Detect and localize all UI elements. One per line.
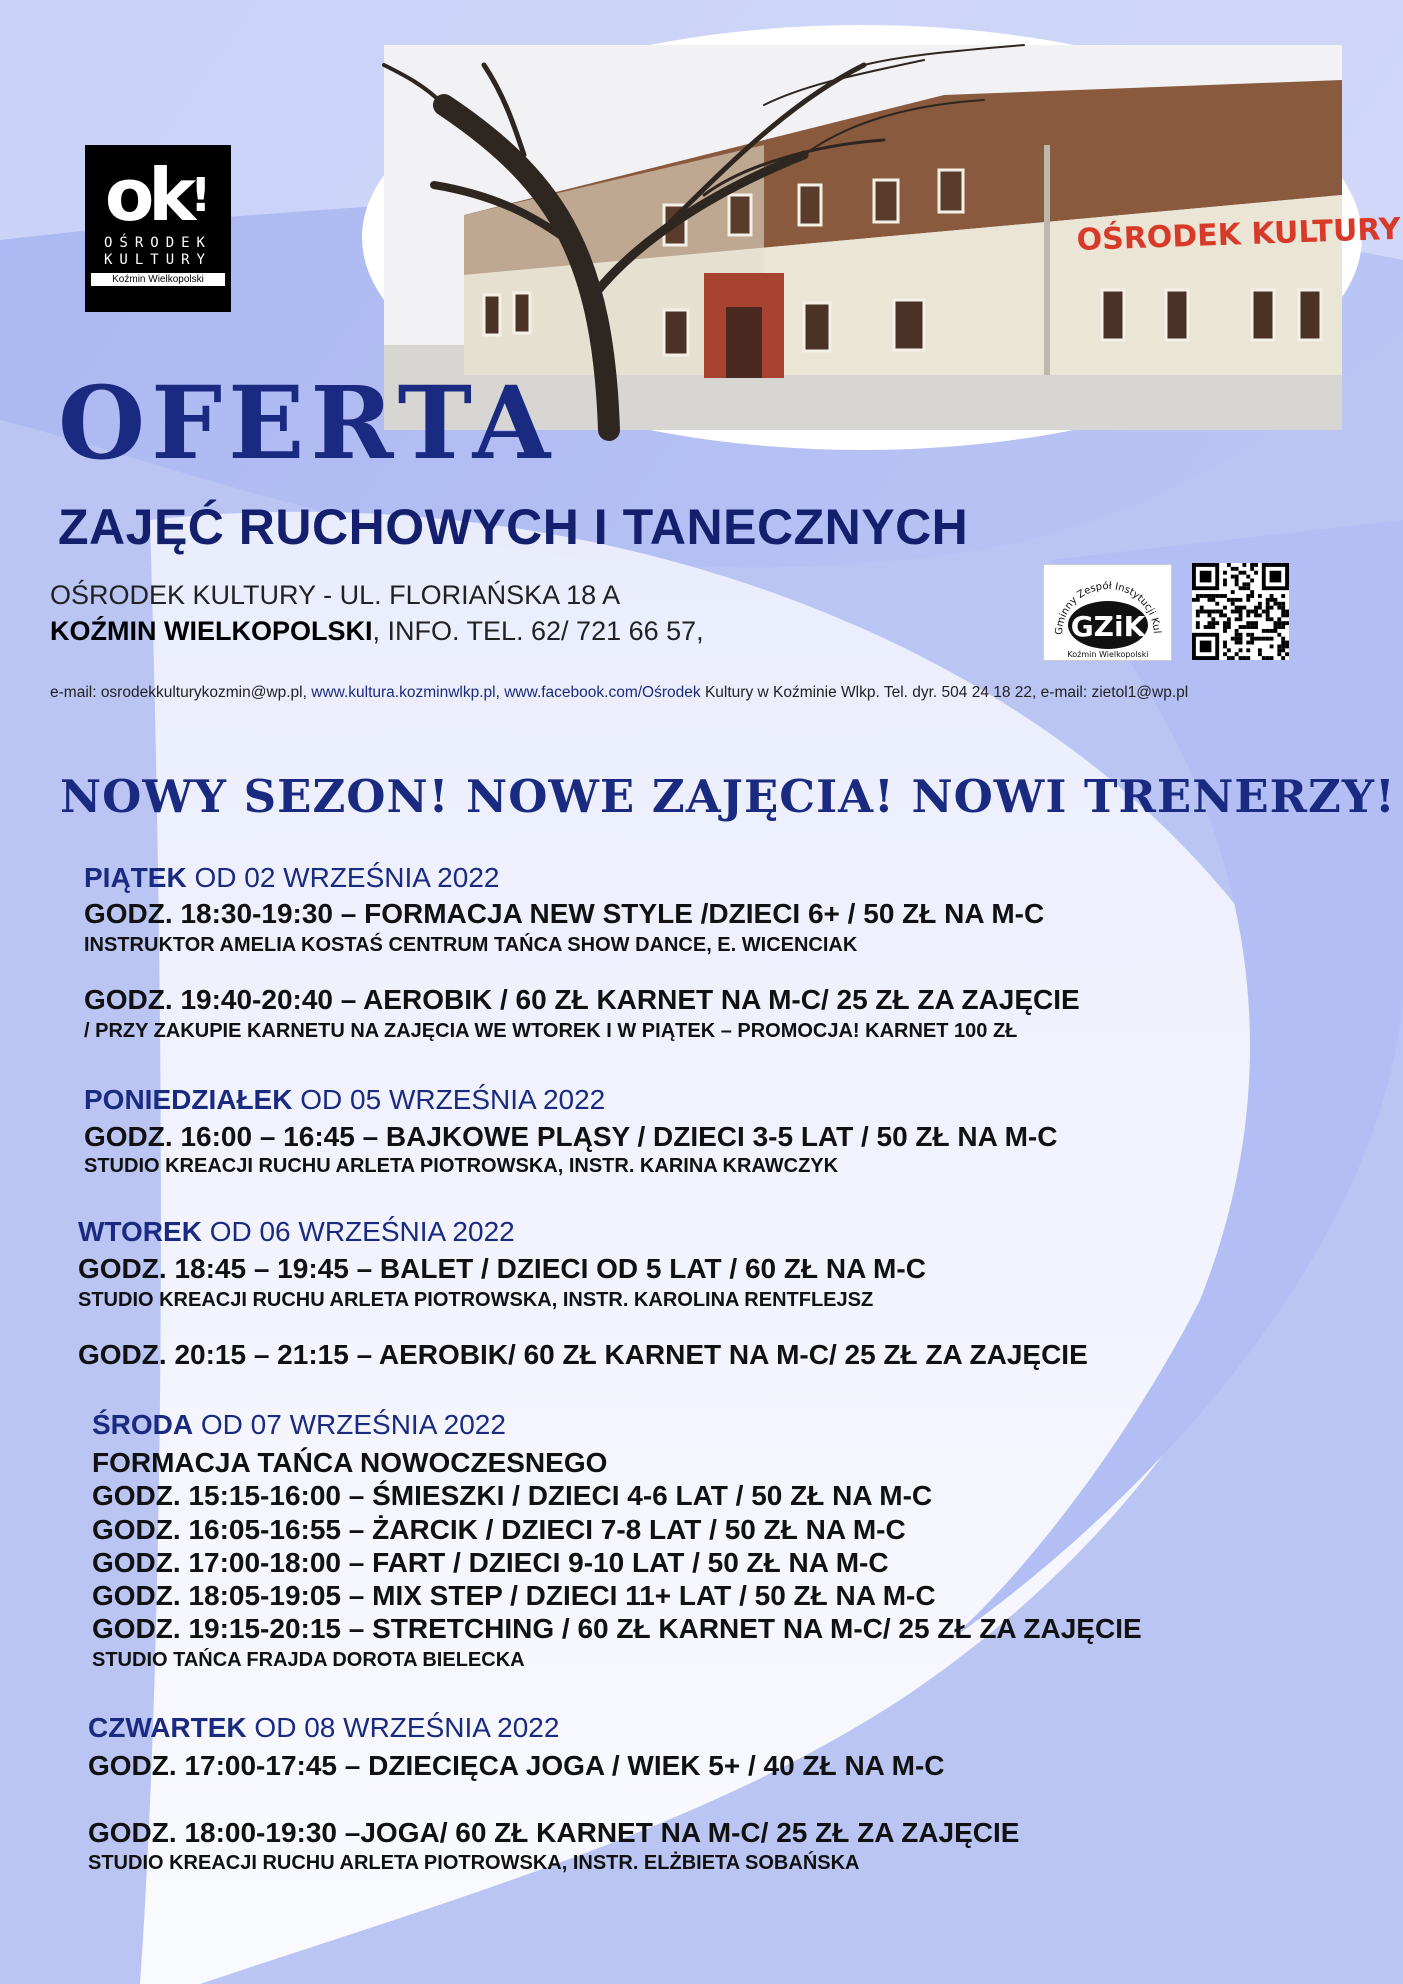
svg-text:Koźmin Wielkopolski: Koźmin Wielkopolski (1067, 650, 1149, 659)
phone-info: , INFO. TEL. 62/ 721 66 57, (372, 616, 704, 646)
schedule-line: GODZ. 18:45 – 19:45 – BALET / DZIECI OD 5 LAT / 60 ZŁ NA M-C (78, 1253, 926, 1284)
schedule-line: GODZ. 18:00-19:30 –JOGA/ 60 ZŁ KARNET NA M-C/ 25 ZŁ ZA ZAJĘCIE (88, 1817, 1020, 1848)
schedule-line: GODZ. 18:05-19:05 – MIX STEP / DZIECI 11+ LAT / 50 ZŁ NA M-C (92, 1580, 936, 1611)
schedule-line: GODZ. 19:15-20:15 – STRETCHING / 60 ZŁ KARNET NA M-C/ 25 ZŁ ZA ZAJĘCIE (92, 1613, 1142, 1644)
schedule-line: GODZ. 20:15 – 21:15 – AEROBIK/ 60 ZŁ KARNET NA M-C/ 25 ZŁ ZA ZAJĘCIE (78, 1339, 1088, 1370)
day-heading-sroda: ŚRODA OD 07 WRZEŚNIA 2022 (92, 1409, 506, 1440)
facebook-link[interactable]: www.facebook.com/Ośrodek (504, 684, 701, 701)
website-link[interactable]: www.kultura.kozminwlkp.pl (311, 684, 496, 701)
schedule-line: GODZ. 18:30-19:30 – FORMACJA NEW STYLE /DZIECI 6+ / 50 ZŁ NA M-C (84, 898, 1045, 929)
day-heading-piatek: PIĄTEK OD 02 WRZEŚNIA 2022 (84, 862, 500, 893)
city-name: KOŹMIN WIELKOPOLSKI (50, 616, 373, 646)
osrodek-kultury-logo: ok! OŚRODEK KULTURY Koźmin Wielkopolski (85, 145, 231, 312)
instructor-line: STUDIO KREACJI RUCHU ARLETA PIOTROWSKA, INSTR. ELŻBIETA SOBAŃSKA (88, 1852, 860, 1874)
instructor-line: STUDIO TAŃCA FRAJDA DOROTA BIELECKA (92, 1649, 525, 1671)
slogan: NOWY SEZON! NOWE ZAJĘCIA! NOWI TRENERZY! (60, 770, 1396, 823)
city-info-line (50, 616, 704, 647)
contact-line: e-mail: osrodekkulturykozmin@wp.pl, www.kultura.kozminwlkp.pl, www.facebook.com/Ośrodek Kultury w Koźminie Wlkp. Tel. dyr. 504 24 18 22, e-mail: zietol1@wp.pl (50, 684, 1189, 701)
day-heading-poniedzialek: PONIEDZIAŁEK OD 05 WRZEŚNIA 2022 (84, 1084, 606, 1115)
svg-text:Gminny Zespół Instytucji Kultu: Gminny Zespół Instytucji Kul (1053, 580, 1162, 636)
group-title: FORMACJA TAŃCA NOWOCZESNEGO (92, 1447, 608, 1478)
svg-text:GZiK: GZiK (1070, 610, 1146, 643)
day-heading-czwartek: CZWARTEK OD 08 WRZEŚNIA 2022 (88, 1712, 560, 1743)
instructor-line: STUDIO KREACJI RUCHU ARLETA PIOTROWSKA, INSTR. KAROLINA RENTFLEJSZ (78, 1289, 874, 1311)
address-line: OŚRODEK KULTURY - UL. FLORIAŃSKA 18 A (50, 580, 621, 610)
schedule-line: GODZ. 19:40-20:40 – AEROBIK / 60 ZŁ KARNET NA M-C/ 25 ZŁ ZA ZAJĘCIE (84, 984, 1080, 1015)
schedule-line: GODZ. 15:15-16:00 – ŚMIESZKI / DZIECI 4-6 LAT / 50 ZŁ NA M-C (92, 1480, 933, 1511)
gzik-logo (1043, 564, 1172, 661)
schedule-line: GODZ. 16:00 – 16:45 – BAJKOWE PLĄSY / DZIECI 3-5 LAT / 50 ZŁ NA M-C (84, 1121, 1058, 1152)
building-sign: OŚRODEK KULTURY (1076, 211, 1402, 258)
schedule-line: GODZ. 16:05-16:55 – ŻARCIK / DZIECI 7-8 LAT / 50 ZŁ NA M-C (92, 1514, 906, 1545)
instructor-line: INSTRUKTOR AMELIA KOSTAŚ CENTRUM TAŃCA SHOW DANCE, E. WICENCIAK (84, 934, 858, 956)
instructor-line: STUDIO KREACJI RUCHU ARLETA PIOTROWSKA, INSTR. KARINA KRAWCZYK (84, 1155, 839, 1177)
page-title: OFERTA (58, 364, 557, 482)
schedule-line: GODZ. 17:00-17:45 – DZIECIĘCA JOGA / WIEK 5+ / 40 ZŁ NA M-C (88, 1750, 945, 1781)
schedule-line: GODZ. 17:00-18:00 – FART / DZIECI 9-10 LAT / 50 ZŁ NA M-C (92, 1547, 889, 1578)
page-subtitle: ZAJĘĆ RUCHOWYCH I TANECZNYCH (58, 499, 969, 555)
qr-code[interactable] (1192, 563, 1289, 660)
day-heading-wtorek: WTOREK OD 06 WRZEŚNIA 2022 (78, 1216, 515, 1247)
promo-line: / PRZY ZAKUPIE KARNETU NA ZAJĘCIA WE WTOREK I W PIĄTEK – PROMOCJA! KARNET 100 ZŁ (84, 1020, 1018, 1042)
